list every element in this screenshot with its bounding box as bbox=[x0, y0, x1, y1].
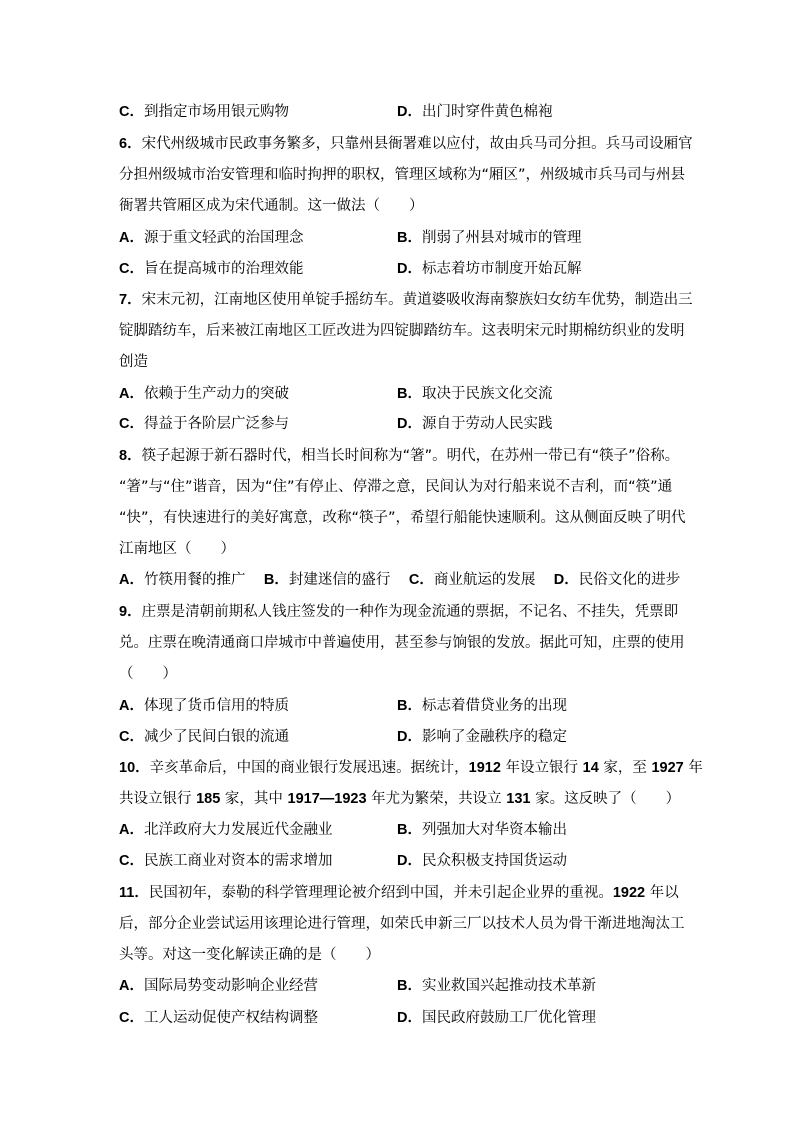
q8-option-d[interactable]: D．民俗文化的进步 bbox=[553, 572, 681, 588]
q11-stem-line-1: 11．民国初年，泰勒的科学管理理论被介绍到中国，并未引起企业界的重视。1922 年以 bbox=[119, 885, 679, 901]
q9-stem-line-1: 9．庄票是清朝前期私人钱庄签发的一种作为现金流通的票据，不记名、不挂失，凭票即 bbox=[119, 604, 679, 620]
q7-option-a[interactable]: A．依赖于生产动力的突破 bbox=[119, 386, 289, 402]
q8-stem-line-1: 8．筷子起源于新石器时代，相当长时间称为“箸”。明代，在苏州一带已有“筷子”俗称。 bbox=[119, 448, 680, 464]
q8-stem-line-4: 江南地区（ ） bbox=[119, 541, 235, 557]
q10-option-b[interactable]: B．列强加大对华资本输出 bbox=[397, 822, 567, 838]
q9-option-a[interactable]: A．体现了货币信用的特质 bbox=[119, 698, 289, 714]
q11-options-ab bbox=[119, 976, 679, 996]
q11-option-c[interactable]: C．工人运动促使产权结构调整 bbox=[119, 1010, 318, 1026]
q6-stem-line-1: 6．宋代州级城市民政事务繁多，只靠州县衙署难以应付，故由兵马司分担。兵马司设厢官 bbox=[119, 136, 693, 152]
q5-option-d[interactable]: D．出门时穿件黄色棉袍 bbox=[397, 104, 553, 120]
q9-option-c[interactable]: C．减少了民间白银的流通 bbox=[119, 729, 289, 745]
q9-options-ab bbox=[119, 696, 679, 716]
q9-option-b[interactable]: B．标志着借贷业务的出现 bbox=[397, 698, 567, 714]
q6-stem-line-3: 衙署共管厢区成为宋代通制。这一做法（ ） bbox=[119, 198, 424, 214]
q6-options-cd bbox=[119, 259, 679, 279]
q7-stem-line-2: 锭脚踏纺车，后来被江南地区工匠改进为四锭脚踏纺车。这表明宋元时期棉纺织业的发明 bbox=[119, 323, 685, 339]
q10-stem-line-1: 10．辛亥革命后，中国的商业银行发展迅速。据统计，1912 年设立银行 14 家，至 1927 年 bbox=[119, 760, 703, 776]
q6-option-c[interactable]: C．旨在提高城市的治理效能 bbox=[119, 261, 304, 277]
q10-options-cd bbox=[119, 851, 679, 871]
q10-option-c[interactable]: C．民族工商业对资本的需求增加 bbox=[119, 853, 333, 869]
q9-options-cd bbox=[119, 727, 679, 747]
q6-stem-line-2: 分担州级城市治安管理和临时拘押的职权，管理区域称为“厢区”，州级城市兵马司与州县 bbox=[119, 167, 686, 183]
q8-option-c[interactable]: C．商业航运的发展 bbox=[408, 572, 536, 588]
q7-stem-line-3: 创造 bbox=[119, 354, 148, 370]
q6-option-a[interactable]: A．源于重文轻武的治国理念 bbox=[119, 230, 304, 246]
q9-stem-line-3: （ ） bbox=[119, 666, 177, 682]
q11-option-a[interactable]: A．国际局势变动影响企业经营 bbox=[119, 978, 318, 994]
q11-stem-line-2: 后，部分企业尝试运用该理论进行管理，如荣氏申新三厂以技术人员为骨干渐进地淘汰工 bbox=[119, 916, 685, 932]
q8-option-a[interactable]: A．竹筷用餐的推广 bbox=[119, 572, 246, 588]
q7-options-ab bbox=[119, 384, 679, 404]
q11-stem-line-3: 头等。对这一变化解读正确的是（ ） bbox=[119, 947, 380, 963]
q11-options-cd bbox=[119, 1008, 679, 1028]
q6-options-ab bbox=[119, 228, 679, 248]
q5-options-cd bbox=[119, 102, 679, 122]
q6-option-b[interactable]: B．削弱了州县对城市的管理 bbox=[397, 230, 582, 246]
q11-option-b[interactable]: B．实业救国兴起推动技术革新 bbox=[397, 978, 596, 994]
q8-options-inline bbox=[119, 570, 680, 590]
q10-option-d[interactable]: D．民众积极支持国货运动 bbox=[397, 853, 567, 869]
q11-option-d[interactable]: D．国民政府鼓励工厂优化管理 bbox=[397, 1010, 596, 1026]
q10-stem-line-2: 共设立银行 185 家，其中 1917—1923 年尤为繁荣，共设立 131 家。这反映了（ ） bbox=[119, 791, 681, 807]
q9-stem-line-2: 兑。庄票在晚清通商口岸城市中普遍使用，甚至参与饷银的发放。据此可知，庄票的使用 bbox=[119, 635, 685, 651]
q8-stem-line-3: “快”，有快速进行的美好寓意，改称“筷子”，希望行船能快速顺利。这从侧面反映了明代 bbox=[119, 510, 686, 526]
q10-options-ab bbox=[119, 820, 679, 840]
q7-option-b[interactable]: B．取决于民族文化交流 bbox=[397, 386, 553, 402]
q7-option-c[interactable]: C．得益于各阶层广泛参与 bbox=[119, 416, 289, 432]
q7-option-d[interactable]: D．源自于劳动人民实践 bbox=[397, 416, 553, 432]
q6-option-d[interactable]: D．标志着坊市制度开始瓦解 bbox=[397, 261, 582, 277]
q8-stem-line-2: “箸”与“住”谐音，因为“住”有停止、停滞之意，民间认为对行船来说不吉利，而“筷”通 bbox=[119, 479, 673, 495]
q7-stem-line-1: 7．宋末元初，江南地区使用单锭手摇纺车。黄道婆吸收海南黎族妇女纺车优势，制造出三 bbox=[119, 292, 693, 308]
q5-option-c[interactable]: C．到指定市场用银元购物 bbox=[119, 104, 289, 120]
q7-options-cd bbox=[119, 414, 679, 434]
q10-option-a[interactable]: A．北洋政府大力发展近代金融业 bbox=[119, 822, 333, 838]
q9-option-d[interactable]: D．影响了金融秩序的稳定 bbox=[397, 729, 567, 745]
q8-option-b[interactable]: B．封建迷信的盛行 bbox=[263, 572, 391, 588]
